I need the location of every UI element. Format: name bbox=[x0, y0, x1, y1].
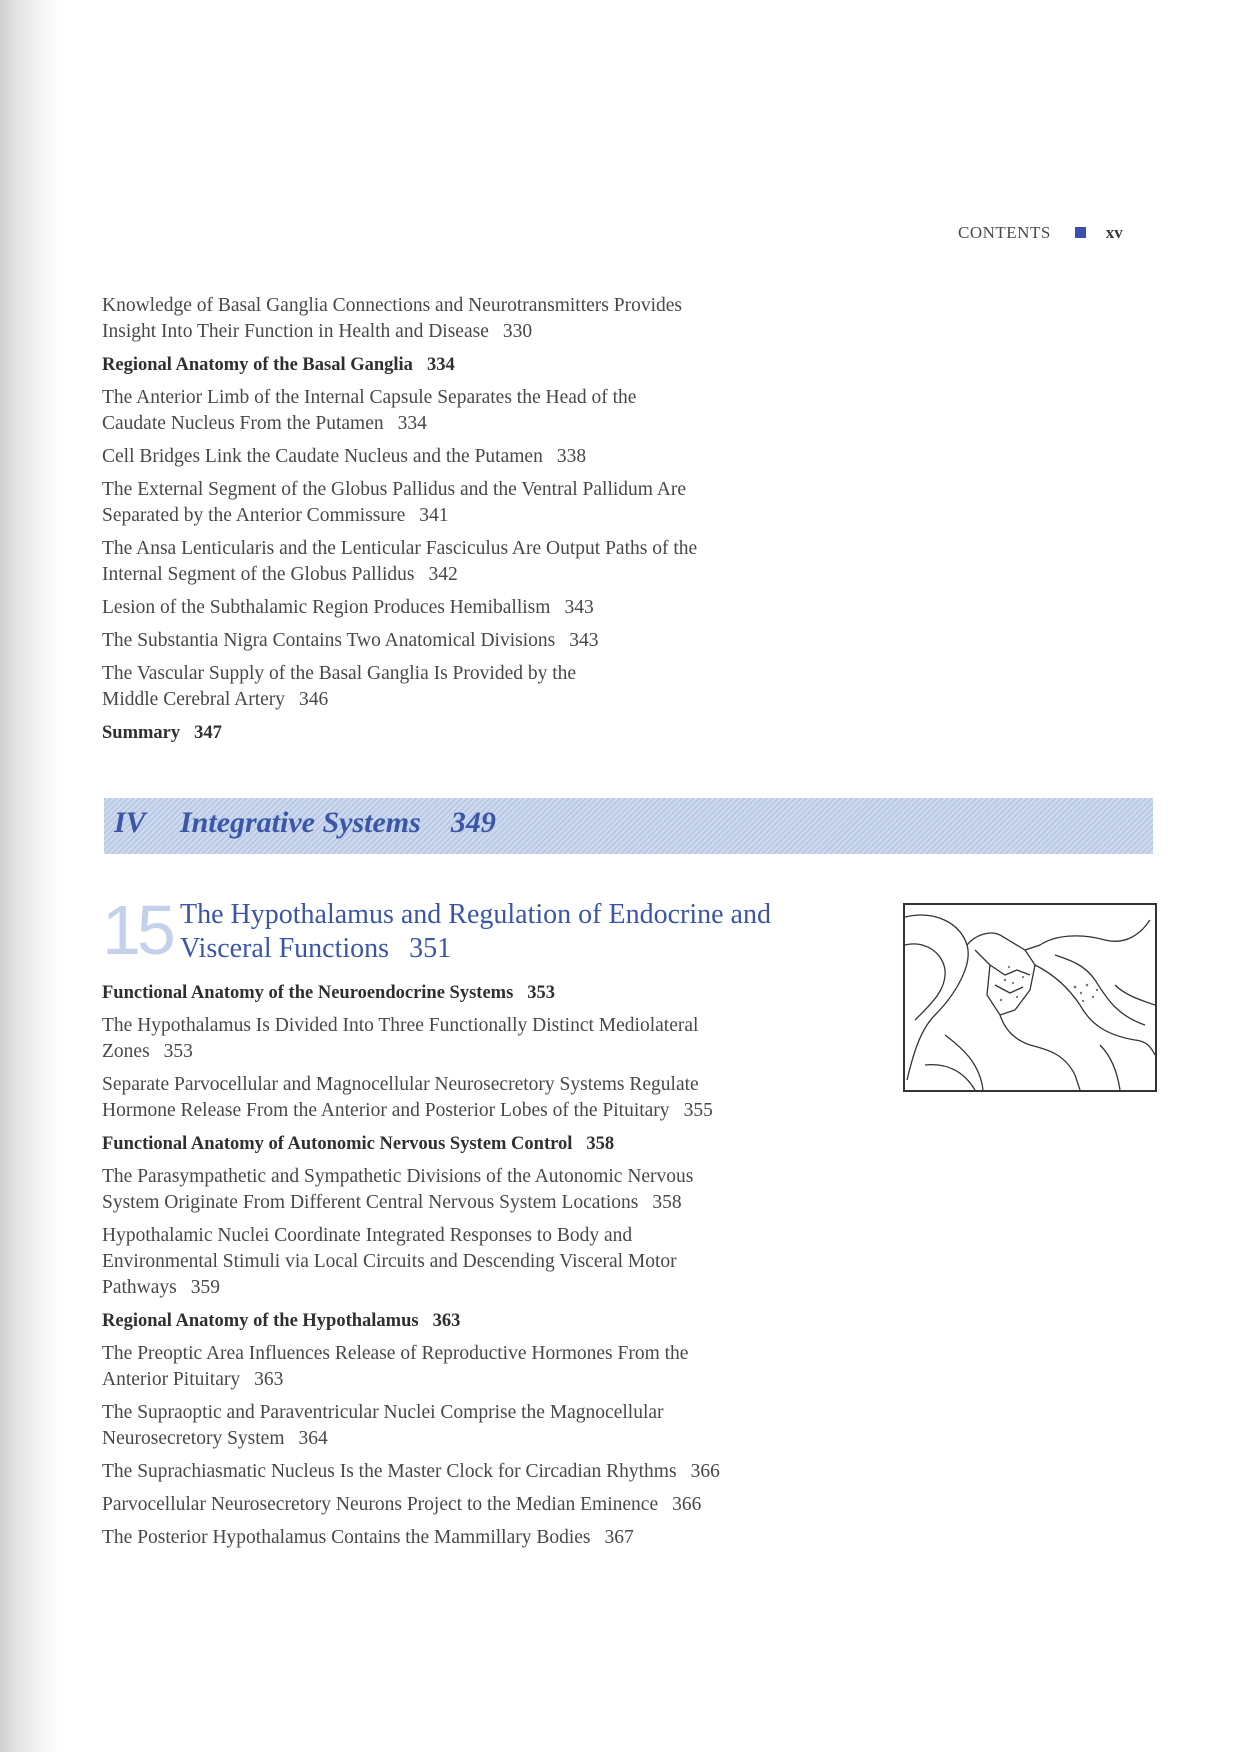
toc-page: 341 bbox=[419, 505, 449, 526]
toc-section-head: Functional Anatomy of the Neuroendocrine Systems 353 bbox=[102, 983, 556, 1003]
running-head bbox=[958, 223, 1158, 247]
toc-entry: The Parasympathetic and Sympathetic Divisions of the Autonomic Nervous System Originate From Different Central Nervous System Locations 358 bbox=[102, 1166, 694, 1213]
toc-page: 334 bbox=[397, 413, 427, 434]
toc-page: 343 bbox=[564, 597, 594, 618]
toc-section-head: Summary 347 bbox=[102, 723, 222, 743]
toc-entry: The Suprachiasmatic Nucleus Is the Master Clock for Circadian Rhythms 366 bbox=[102, 1461, 720, 1482]
toc-page: 359 bbox=[190, 1277, 220, 1298]
toc-entry: Separate Parvocellular and Magnocellular Neurosecretory Systems Regulate Hormone Release From the Anterior and Posterior Lobes of the Pituitary 355 bbox=[102, 1074, 713, 1121]
toc-entry: Knowledge of Basal Ganglia Connections and Neurotransmitters Provides Insight Into Their Function in Health and Disease 330 bbox=[102, 295, 683, 342]
brain-section-drawing bbox=[905, 905, 1155, 1090]
chapter-title: The Hypothalamus and Regulation of Endocrine and Visceral Functions 351 bbox=[180, 899, 771, 964]
toc-page: 347 bbox=[194, 723, 222, 743]
toc-section-head: Regional Anatomy of the Basal Ganglia 334 bbox=[102, 355, 455, 375]
chapter-illustration bbox=[903, 903, 1157, 1092]
toc-page: 334 bbox=[426, 355, 455, 375]
toc-entry: The Hypothalamus Is Divided Into Three Functionally Distinct Mediolateral Zones 353 bbox=[102, 1015, 699, 1062]
toc-entry: Hypothalamic Nuclei Coordinate Integrated Responses to Body and Environmental Stimuli via Local Circuits and Descending Visceral Motor Pathways 359 bbox=[102, 1225, 677, 1298]
toc-section-head: Functional Anatomy of Autonomic Nervous System Control 358 bbox=[102, 1134, 615, 1154]
toc-entry: Parvocellular Neurosecretory Neurons Project to the Median Eminence 366 bbox=[102, 1494, 702, 1515]
toc-section-head: Regional Anatomy of the Hypothalamus 363 bbox=[102, 1311, 461, 1331]
toc-page: 343 bbox=[569, 630, 599, 651]
toc-page: 355 bbox=[683, 1100, 713, 1121]
toc-entry: The Vascular Supply of the Basal Ganglia Is Provided by the Middle Cerebral Artery 346 bbox=[102, 663, 577, 710]
toc-top bbox=[102, 293, 762, 753]
toc-page: 367 bbox=[604, 1527, 634, 1548]
toc-page: 364 bbox=[298, 1428, 328, 1449]
toc-entry: The External Segment of the Globus Pallidus and the Ventral Pallidum Are Separated by the Anterior Commissure 341 bbox=[102, 479, 686, 526]
toc-entry: Cell Bridges Link the Caudate Nucleus and the Putamen 338 bbox=[102, 446, 587, 467]
part-number: IV bbox=[114, 806, 146, 839]
toc-entry: The Supraoptic and Paraventricular Nuclei Comprise the Magnocellular Neurosecretory System 364 bbox=[102, 1402, 664, 1449]
toc-page: 342 bbox=[428, 564, 458, 585]
toc-page: 353 bbox=[527, 983, 556, 1003]
toc-page: 358 bbox=[586, 1134, 615, 1154]
page-folio: xv bbox=[1105, 223, 1123, 242]
toc-page: 358 bbox=[652, 1192, 682, 1213]
toc-entry: The Anterior Limb of the Internal Capsule Separates the Head of the Caudate Nucleus From the Putamen 334 bbox=[102, 387, 637, 434]
chapter-number: 15 bbox=[102, 891, 172, 969]
part-banner bbox=[104, 798, 1153, 854]
toc-entry: The Posterior Hypothalamus Contains the Mammillary Bodies 367 bbox=[102, 1527, 634, 1548]
toc-entry: The Preoptic Area Influences Release of Reproductive Hormones From the Anterior Pituitary 363 bbox=[102, 1343, 689, 1390]
part-page: 349 bbox=[450, 806, 496, 839]
toc-page: 363 bbox=[432, 1311, 461, 1331]
toc-page: 338 bbox=[556, 446, 587, 467]
toc-page: 353 bbox=[163, 1041, 193, 1062]
toc-bottom bbox=[102, 980, 762, 1558]
toc-entry: Lesion of the Subthalamic Region Produces Hemiballism 343 bbox=[102, 597, 594, 618]
chapter-page: 351 bbox=[409, 933, 452, 964]
page-edge-shadow bbox=[0, 0, 60, 1752]
toc-page: 366 bbox=[690, 1461, 720, 1482]
square-bullet-icon bbox=[1075, 227, 1086, 238]
toc-page: 330 bbox=[502, 321, 533, 342]
running-head-label: CONTENTS bbox=[958, 223, 1051, 242]
toc-entry: The Ansa Lenticularis and the Lenticular Fasciculus Are Output Paths of the Internal Segment of the Globus Pallidus 342 bbox=[102, 538, 698, 585]
part-title: Integrative Systems 349 bbox=[180, 806, 496, 839]
toc-page: 346 bbox=[299, 689, 329, 710]
toc-page: 366 bbox=[672, 1494, 702, 1515]
toc-entry: The Substantia Nigra Contains Two Anatomical Divisions 343 bbox=[102, 630, 599, 651]
toc-page: 363 bbox=[254, 1369, 284, 1390]
